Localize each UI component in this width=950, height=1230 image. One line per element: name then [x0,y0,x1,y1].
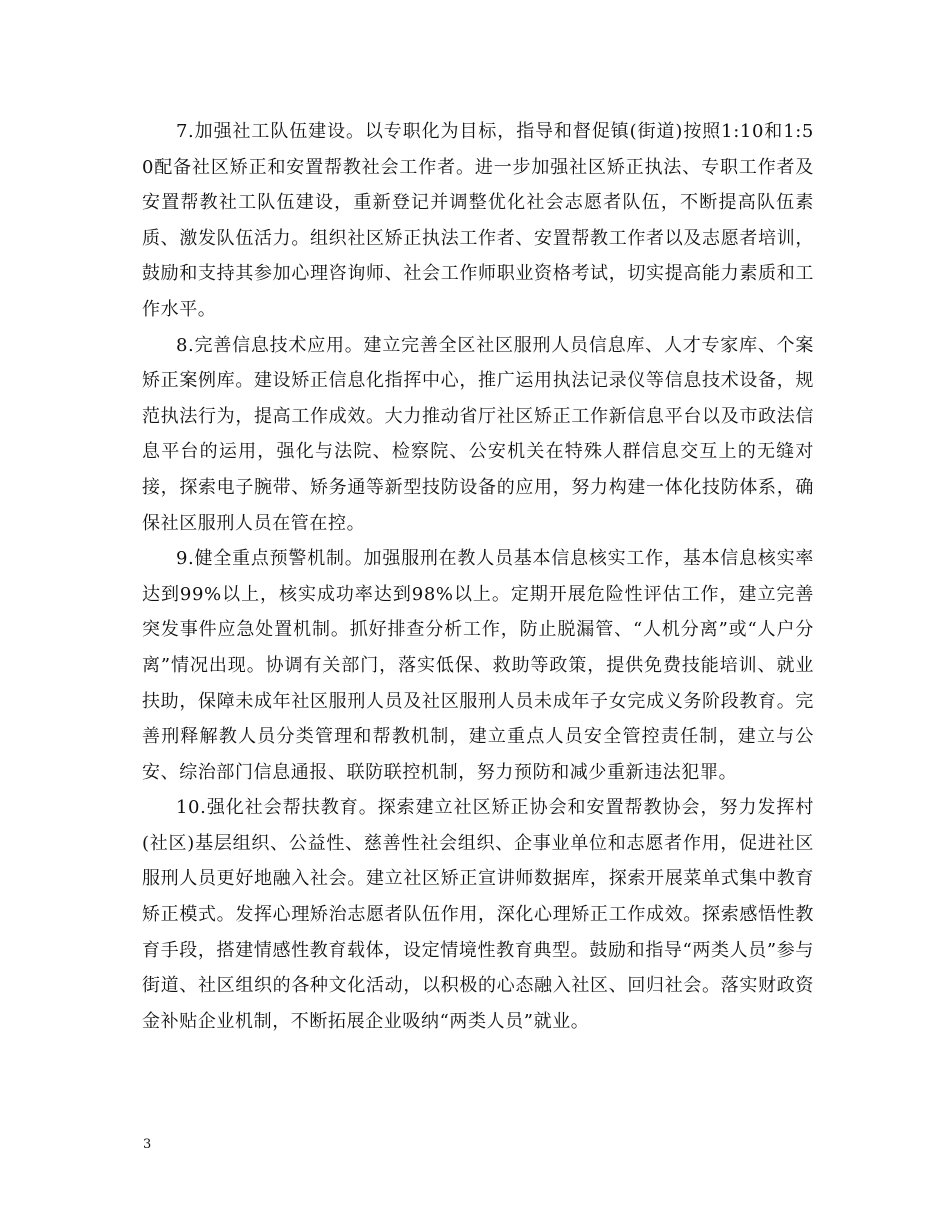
paragraph-8-information-technology: 8.完善信息技术应用。建立完善全区社区服刑人员信息库、人才专家库、个案矫正案例库。建设矫正信息化指挥中心，推广运用执法记录仪等信息技术设备，规范执法行为，提高工作成效。大力推动省厅社区矫正工作新信息平台以及市政法信息平台的运用，强化与法院、检察院、公安机关在特殊人群信息交互上的无缝对接，探索电子腕带、矫务通等新型技防设备的应用，努力构建一体化技防体系，确保社区服刑人员在管在控。 [142,334,814,534]
paragraph-9-early-warning-mechanism: 9.健全重点预警机制。加强服刑在教人员基本信息核实工作，基本信息核实率达到99%以上，核实成功率达到98%以上。定期开展危险性评估工作，建立完善突发事件应急处置机制。抓好排查分析工作，防止脱漏管、“人机分离”或“人户分离”情况出现。协调有关部门，落实低保、救助等政策，提供免费技能培训、就业扶助，保障未成年社区服刑人员及社区服刑人员未成年子女完成义务阶段教育。完善刑释解教人员分类管理和帮教机制，建立重点人员安全管控责任制，建立与公安、综治部门信息通报、联防联控机制，努力预防和减少重新违法犯罪。 [142,548,814,783]
paragraph-10-social-assistance-education: 10.强化社会帮扶教育。探索建立社区矫正协会和安置帮教协会，努力发挥村(社区)基层组织、公益性、慈善性社会组织、企事业单位和志愿者作用，促进社区服刑人员更好地融入社会。建立社区矫正宣讲师数据库，探索开展菜单式集中教育矫正模式。发挥心理矫治志愿者队伍作用，深化心理矫正工作成效。探索感悟性教育手段，搭建情感性教育载体，设定情境性教育典型。鼓励和指导“两类人员”参与街道、社区组织的各种文化活动，以积极的心态融入社区、回归社会。落实财政资金补贴企业机制，不断拓展企业吸纳“两类人员”就业。 [142,797,814,1032]
page-number: 3 [143,1137,152,1152]
body-text [142,114,814,1039]
paragraph-7-social-worker-team: 7.加强社工队伍建设。以专职化为目标，指导和督促镇(街道)按照1:10和1:50配备社区矫正和安置帮教社会工作者。进一步加强社区矫正执法、专职工作者及安置帮教社工队伍建设，重新登记并调整优化社会志愿者队伍，不断提高队伍素质、激发队伍活力。组织社区矫正执法工作者、安置帮教工作者以及志愿者培训，鼓励和支持其参加心理咨询师、社会工作师职业资格考试，切实提高能力素质和工作水平。 [142,121,814,320]
